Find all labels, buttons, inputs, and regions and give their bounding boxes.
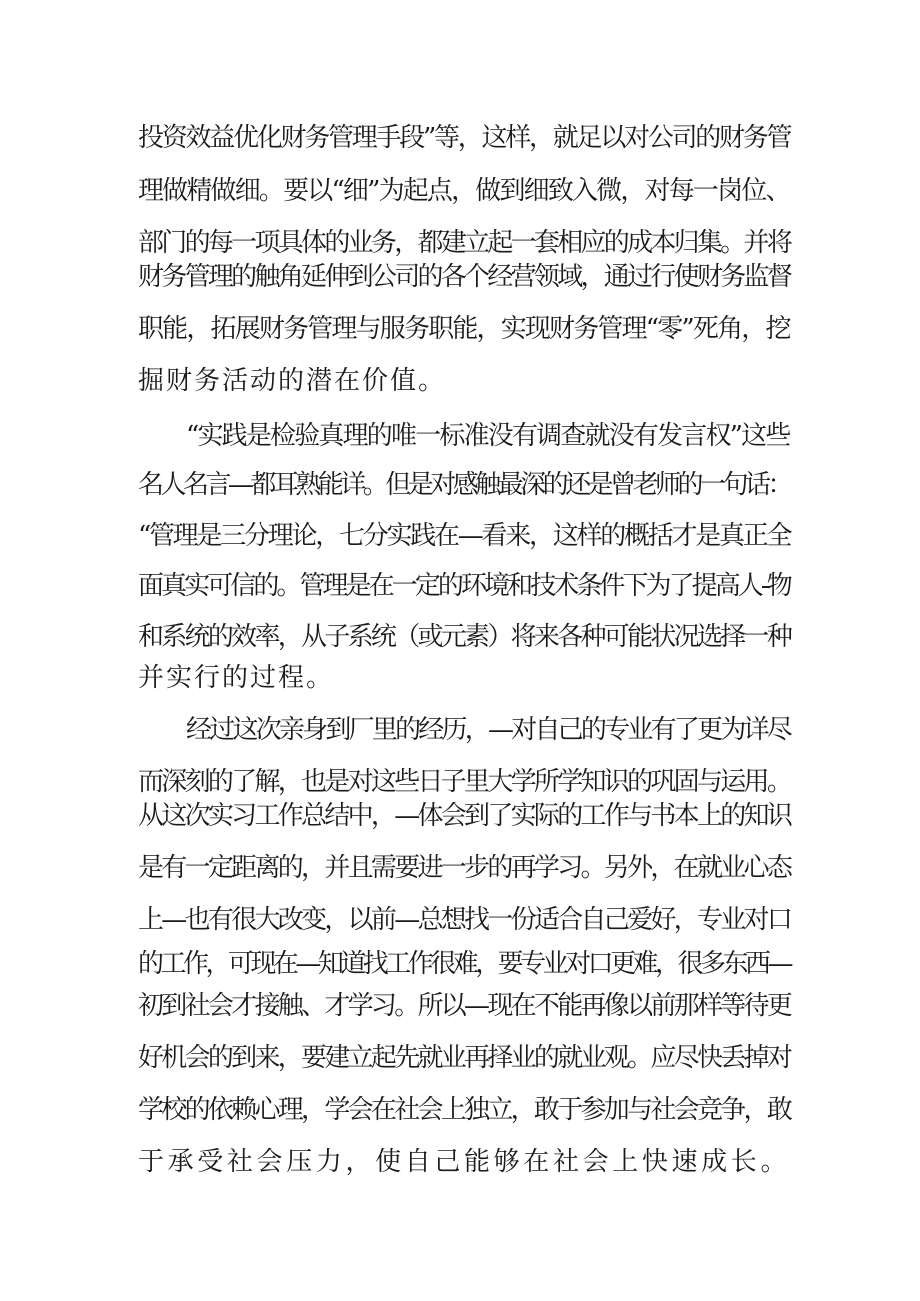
paragraph-2-line-6: 并实行的过程。	[138, 663, 335, 693]
paragraph-3-line-10: 于承受社会压力，使自己能够在社会上快速成长。	[138, 1147, 791, 1177]
paragraph-2-line-4: 面真实可信的。管理是在一定的环境和技术条件下为了提高人-物	[138, 571, 790, 601]
paragraph-3-line-6: 的工作，可现在—知道找工作很难，要专业对口更难，很多东西—	[138, 949, 790, 979]
paragraph-3-line-5: 上—也有很大改变，以前—总想找一份适合自己爱好，专业对口	[138, 905, 791, 935]
paragraph-3-line-8: 好机会的到来，要建立起先就业再择业的就业观。应尽快丢掉对	[138, 1043, 791, 1073]
paragraph-2-line-1: “实践是检验真理的唯一标准没有调查就没有发言权”这些	[186, 421, 790, 451]
paragraph-1-line-4: 财务管理的触角延伸到公司的各个经营领域，通过行使财务监督	[138, 262, 791, 292]
paragraph-3-line-7: 初到社会才接触、才学习。所以—现在不能再像以前那样等待更	[138, 991, 791, 1021]
paragraph-3-line-9: 学校的依赖心理，学会在社会上独立，敢于参加与社会竞争，敢	[138, 1095, 791, 1125]
paragraph-3-line-3: 从这次实习工作总结中，—体会到了实际的工作与书本上的知识	[138, 801, 791, 831]
paragraph-1-line-3: 部门的每一项具体的业务，都建立起一套相应的成本归集。并将	[138, 228, 791, 258]
paragraph-2-line-3: “管理是三分理论，七分实践在—看来，这样的概括才是真正全	[138, 521, 791, 551]
paragraph-2-line-5: 和系统的效率，从子系统（或元素）将来各种可能状况选择一种	[138, 622, 791, 652]
paragraph-3-line-2: 而深刻的了解，也是对这些日子里大学所学知识的巩固与运用。	[138, 767, 791, 797]
paragraph-1-line-6: 掘财务活动的潜在价值。	[138, 366, 447, 396]
paragraph-1-line-1: 投资效益优化财务管理手段”等，这样，就足以对公司的财务管	[138, 123, 791, 153]
paragraph-3-line-1: 经过这次亲身到厂里的经历，—对自己的专业有了更为详尽	[186, 715, 790, 745]
paragraph-1-line-5: 职能，拓展财务管理与服务职能，实现财务管理“零”死角，挖	[138, 314, 790, 344]
paragraph-3-line-4: 是有一定距离的，并且需要进一步的再学习。另外，在就业心态	[138, 853, 791, 883]
paragraph-2-line-2: 名人名言—都耳熟能详。但是对感触最深的还是曾老师的一句话：	[138, 470, 790, 500]
paragraph-1-line-2: 理做精做细。要以“细”为起点，做到细致入微，对每一岗位、	[138, 176, 790, 206]
